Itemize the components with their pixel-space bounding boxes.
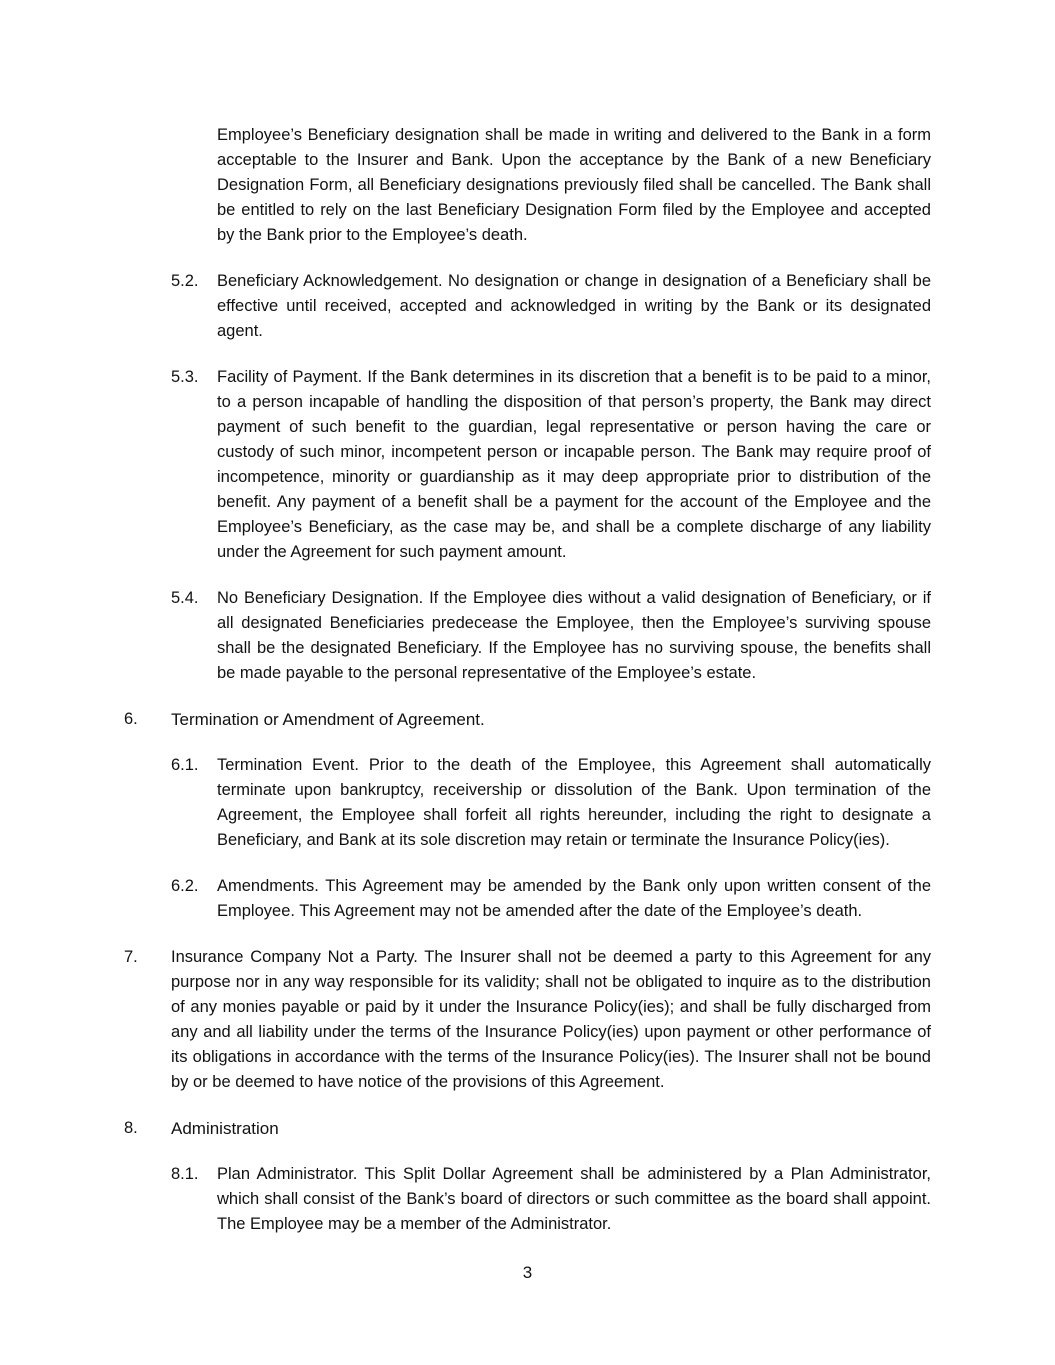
section-6-2-body: This Agreement may be amended by the Bank only upon written consent of the Employee. This Agreement may not be amended after the date of the Employee’s death. xyxy=(217,877,931,920)
section-5-3-title: Facility of Payment. xyxy=(217,368,363,386)
section-7-title: Insurance Company Not a Party. xyxy=(171,948,418,966)
continuation-paragraph: Employee’s Beneficiary designation shall be made in writing and delivered to the Bank in a form acceptable to the Insurer and Bank. Upon the acceptance by the Bank of a new Beneficiary Designation Form, all Beneficiary designations previously filed shall be cancelled. The Bank shall be entitled to rely on the last Beneficiary Designation Form filed by the Employee and accepted by the Bank prior to the Employee’s death. xyxy=(217,126,931,244)
section-5-2-title: Beneficiary Acknowledgement. xyxy=(217,272,443,290)
section-6-1-body: Prior to the death of the Employee, this Agreement shall automatically terminate upon bankruptcy, receivership or dissolution of the Bank. Upon termination of the Agreement, the Employee shall forfeit all rights hereunder, including the right to designate a Beneficiary, and Bank at its sole discretion may retain or terminate the Insurance Policy(ies). xyxy=(217,756,931,849)
section-6-1-number: 6.1. xyxy=(171,756,199,774)
section-6-1-paragraph xyxy=(217,753,931,853)
section-8-1-title: Plan Administrator. xyxy=(217,1165,358,1183)
section-7-number: 7. xyxy=(124,948,138,966)
section-5-4-number: 5.4. xyxy=(171,589,199,607)
section-5-2-number: 5.2. xyxy=(171,272,199,290)
section-5-3-number: 5.3. xyxy=(171,368,199,386)
page-number: 3 xyxy=(522,1263,533,1282)
section-6-2-number: 6.2. xyxy=(171,877,199,895)
section-8-1-number: 8.1. xyxy=(171,1165,199,1183)
section-5-3-paragraph xyxy=(217,365,931,565)
section-7-paragraph xyxy=(171,945,931,1095)
section-8-number: 8. xyxy=(124,1119,138,1137)
section-8-1-body: This Split Dollar Agreement shall be administered by a Plan Administrator, which shall consist of the Bank’s board of directors or such committee as the board shall appoint. The Employee may be a member of the Administrator. xyxy=(217,1165,931,1233)
section-6-heading: Termination or Amendment of Agreement. xyxy=(171,710,485,729)
section-6-number: 6. xyxy=(124,710,138,728)
section-5-4-body: If the Employee dies without a valid designation of Beneficiary, or if all designated Beneficiaries predecease the Employee, then the Employee’s surviving spouse shall be the designated Beneficiary. If the Employee has no surviving spouse, the benefits shall be made payable to the personal representative of the Employee’s estate. xyxy=(217,589,932,682)
section-5-3-body: If the Bank determines in its discretion that a benefit is to be paid to a minor, to a person incapable of handling the disposition of that person’s property, the Bank may direct payment of such benefit to the guardian, legal representative or person having the care or custody of such minor, incompetent person or incapable person. The Bank may require proof of incompetence, minority or guardianship as it may deep appropriate prior to distribution of the benefit. Any payment of a benefit shall be a payment for the account of the Employee and the Employee’s Beneficiary, as the case may be, and shall be a complete discharge of any liability under the Agreement for such payment amount. xyxy=(217,368,931,561)
section-7-body: The Insurer shall not be deemed a party to this Agreement for any purpose nor in any way responsible for its validity; shall not be obligated to inquire as to the distribution of any monies payable or paid by it under the Insurance Policy(ies); and shall be fully discharged from any and all liability under the terms of the Insurance Policy(ies) upon payment or other performance of its obligations in accordance with the terms of the Insurance Policy(ies). The Insurer shall not be bound by or be deemed to have notice of the provisions of this Agreement. xyxy=(171,948,932,1091)
section-8-1-paragraph xyxy=(217,1162,931,1237)
section-5-4-paragraph xyxy=(217,586,931,686)
section-6-1-title: Termination Event. xyxy=(217,756,359,774)
section-5-4-title: No Beneficiary Designation. xyxy=(217,589,424,607)
section-6-2-paragraph xyxy=(217,874,931,924)
section-5-2-paragraph xyxy=(217,269,931,344)
section-5-2-body: No designation or change in designation of a Beneficiary shall be effective until received, accepted and acknowledged in writing by the Bank or its designated agent. xyxy=(217,272,931,340)
section-6-2-title: Amendments. xyxy=(217,877,319,895)
section-8-heading: Administration xyxy=(171,1119,279,1138)
